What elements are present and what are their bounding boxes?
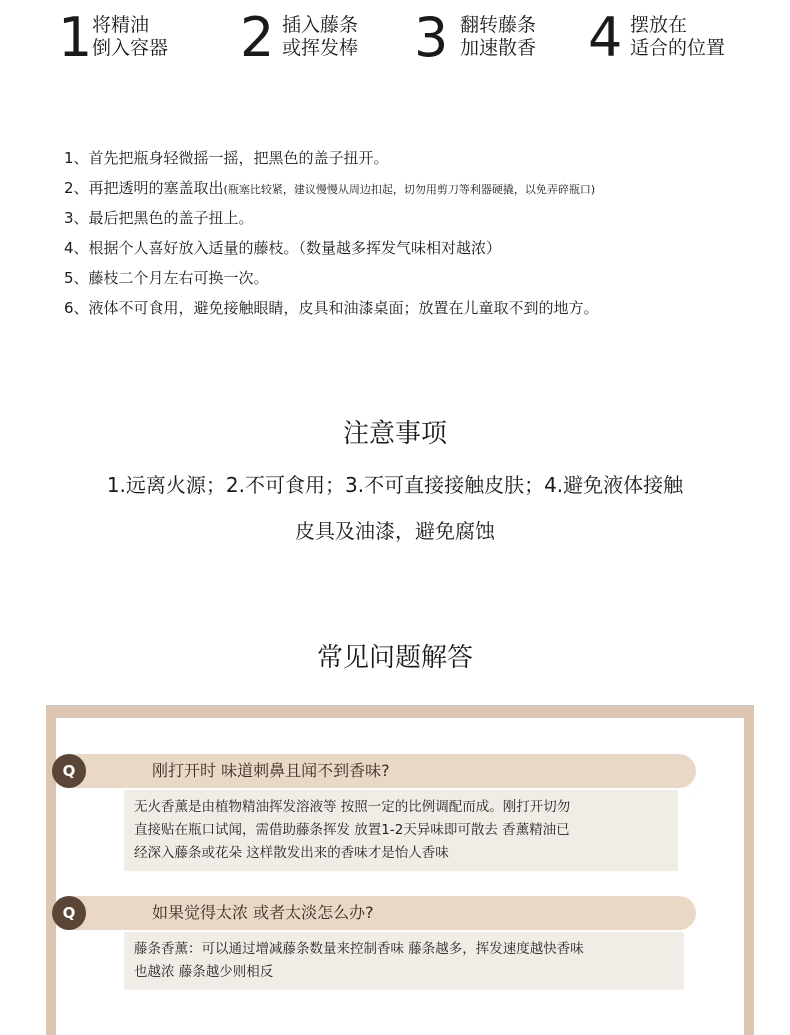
faq-answer [124, 790, 678, 871]
notice-line: 皮具及油漆，避免腐蚀 [295, 519, 495, 543]
instruction-item: 3、最后把黑色的盖子扭上。 [64, 209, 254, 227]
notice-title: 注意事项 [342, 419, 447, 449]
notice-body [40, 462, 750, 554]
step-number: 1 [58, 6, 93, 69]
instruction-item: 4、根据个人喜好放入适量的藤枝。（数量越多挥发气味相对越浓） [64, 239, 502, 257]
instruction-note: (瓶塞比较紧，建议慢慢从周边扣起，切勿用剪刀等利器硬撬，以免弄碎瓶口) [223, 183, 596, 196]
step-number: 3 [414, 6, 449, 69]
step-number: 4 [588, 6, 623, 69]
step-text-line1: 摆放在 [630, 14, 688, 36]
step-text-line1: 将精油 [92, 14, 150, 36]
instruction-item: 2、再把透明的塞盖取出(瓶塞比较紧，建议慢慢从周边扣起，切勿用剪刀等利器硬撬，以免弄碎瓶口) [64, 179, 596, 197]
step-text-line2: 加速散香 [460, 37, 537, 59]
answer-line: 经深入藤条或花朵 这样散发出来的香味才是怡人香味 [134, 845, 449, 861]
answer-line: 也越浓 藤条越少则相反 [134, 964, 274, 980]
step-text-line1: 翻转藤条 [460, 14, 537, 36]
faq-answer [124, 932, 684, 990]
instruction-item: 5、藤枝二个月左右可换一次。 [64, 269, 269, 287]
step-text-line2: 适合的位置 [630, 37, 726, 59]
question-badge: Q [52, 754, 86, 788]
instruction-item: 1、首先把瓶身轻微摇一摇，把黑色的盖子扭开。 [64, 149, 389, 167]
steps-header [0, 8, 790, 68]
usage-instructions [64, 143, 764, 323]
step-text-line2: 倒入容器 [92, 37, 169, 59]
faq-title: 常见问题解答 [316, 643, 473, 673]
answer-line: 无火香薰是由植物精油挥发溶液等 按照一定的比例调配而成。刚打开切勿 [134, 799, 571, 815]
answer-line: 藤条香薰：可以通过增减藤条数量来控制香味 藤条越多，挥发速度越快香味 [134, 941, 584, 957]
faq-question-bar [52, 896, 696, 930]
faq-question: 如果觉得太浓 或者太淡怎么办? [152, 903, 374, 922]
answer-line: 直接贴在瓶口试闻，需借助藤条挥发 放置1-2天异味即可散去 香薰精油已 [134, 822, 570, 838]
question-badge: Q [52, 896, 86, 930]
step-text-line1: 插入藤条 [282, 14, 359, 36]
faq-question: 刚打开时 味道刺鼻且闻不到香味? [152, 761, 390, 780]
notice-line: 1.远离火源；2.不可食用；3.不可直接接触皮肤；4.避免液体接触 [106, 473, 684, 497]
instruction-item: 6、液体不可食用，避免接触眼睛，皮具和油漆桌面；放置在儿童取不到的地方。 [64, 299, 599, 317]
step-number: 2 [240, 6, 275, 69]
step-text-line2: 或挥发棒 [282, 37, 359, 59]
